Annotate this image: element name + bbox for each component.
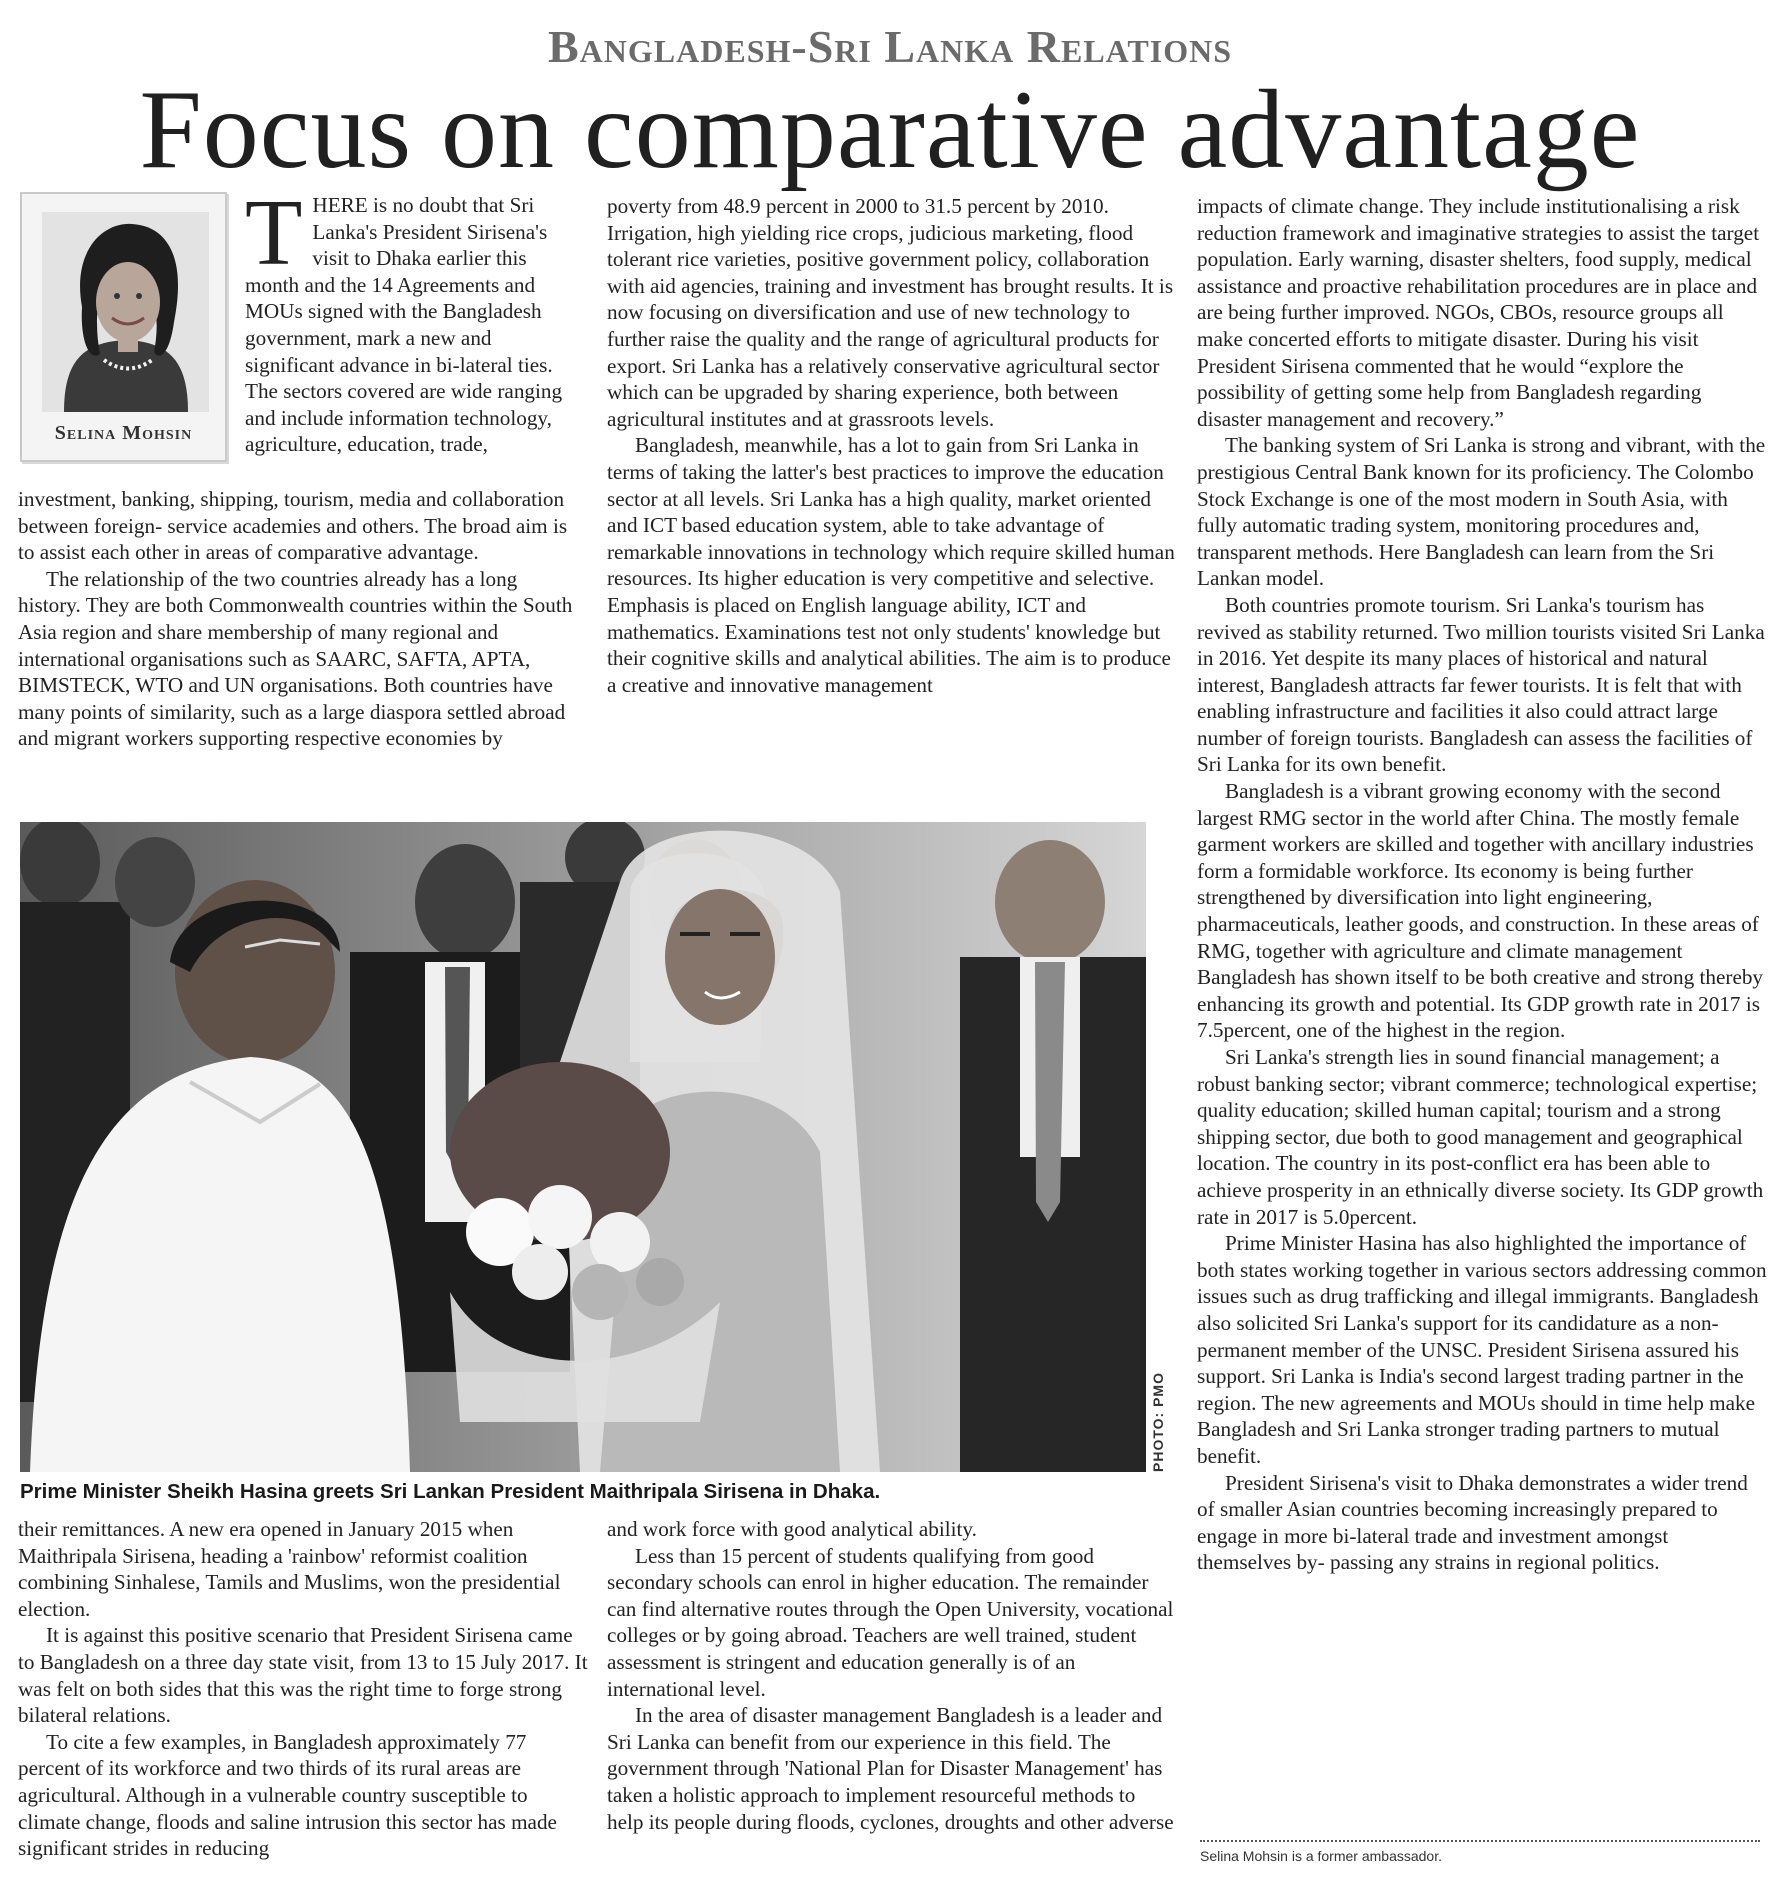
photo-caption: Prime Minister Sheikh Hasina greets Sri Lankan President Maithripala Sirisena in Dhaka. bbox=[20, 1480, 881, 1503]
column1-lead bbox=[245, 181, 585, 458]
paragraph-conclusion: President Sirisena's visit to Dhaka demonstrates a wider trend of smaller Asian countries becoming increasingly prepared to engage in more bi-lateral trade and investment amongst themselves by- passing any strains in regional politics. bbox=[1197, 1470, 1748, 1575]
author-footnote: Selina Mohsin is a former ambassador. bbox=[1200, 1848, 1442, 1864]
paragraph-state-visit: It is against this positive scenario that President Sirisena came to Bangladesh on a three day state visit, from 13 to 15 July 2017. It was felt on both sides that this was the right time to forge strong bilateral relations. bbox=[18, 1623, 588, 1728]
photo-illustration-icon bbox=[20, 822, 1146, 1472]
drop-cap: T bbox=[245, 181, 303, 285]
author-photo-icon bbox=[42, 212, 209, 412]
section-kicker: Bangladesh-Sri Lanka Relations bbox=[548, 21, 1232, 72]
headline: Focus on comparative advantage bbox=[139, 68, 1641, 192]
news-photo bbox=[20, 822, 1146, 1472]
paragraph-tourism: Both countries promote tourism. Sri Lanka's tourism has revived as stability returned. Two million tourists visited Sri Lanka in 2016. Yet despite its many places of historical and natural interest, Bangladesh attracts far fewer tourists. It is felt that with enabling infrastructure and facilities it also could attract large number of foreign tourists. Bangladesh can assess the facilities of Sri Lanka for its own benefit. bbox=[1197, 592, 1765, 777]
paragraph-higher-education: Less than 15 percent of students qualifying from good secondary schools can enrol in higher education. The remainder can find alternative routes through the Open University, vocational colleges or by going abroad. Teachers are well trained, student assessment is stringent and education generally is of an international level. bbox=[607, 1543, 1174, 1701]
paragraph-disaster-management: In the area of disaster management Bangladesh is a leader and Sri Lanka can benefit from our experience in this field. The government through 'National Plan for Disaster Management' has taken a holistic approach to implement resourceful methods to help its people during floods, cyclones, droughts and other adverse bbox=[607, 1703, 1174, 1834]
paragraph-history: The relationship of the two countries already has a long history. They are both Commonwealth countries within the South Asia region and share membership of many regional and international organisations such as SAARC, SAFTA, APTA, BIMSTECK, WTO and UN organisations. Both countries have many points of similarity, such as a large diaspora settled abroad and migrant workers supporting respective economies by bbox=[18, 566, 573, 751]
paragraph-agriculture: poverty from 48.9 percent in 2000 to 31.5 percent by 2010. Irrigation, high yielding rice crops, judicious marketing, flood tolerant rice varieties, positive government policy, collaboration with aid agencies, training and investment has brought results. It is now focusing on diversification and use of new technology to further raise the quality and the range of agricultural products for export. Sri Lanka has a relatively conservative agricultural sector which can be upgraded by sharing experience, both between agricultural institutes and at grassroots levels. bbox=[607, 194, 1174, 431]
paragraph-remittances: their remittances. A new era opened in January 2015 when Maithripala Sirisena, heading a 'rainbow' reformist coalition combining Sinhalese, Tamils and Muslims, won the presidential election. bbox=[18, 1517, 561, 1621]
footnote-divider bbox=[1200, 1840, 1760, 1842]
lead-paragraph-intro: HERE is no doubt that Sri Lanka's President Sirisena's visit to Dhaka earlier this month and the 14 Agreements and MOUs signed with the Bangladesh government, mark a new and significant advance in bi-lateral ties. The sectors covered are wide ranging and include information technology, agriculture, education, trade, bbox=[245, 193, 563, 457]
author-portrait bbox=[42, 212, 209, 412]
photo-credit bbox=[1150, 1360, 1174, 1480]
photo-credit-text: PHOTO: PMO bbox=[1150, 1372, 1166, 1472]
paragraph-examples: To cite a few examples, in Bangladesh approximately 77 percent of its workforce and two thirds of its rural areas are agricultural. Although in a vulnerable country susceptible to climate change, floods and saline intrusion this sector has made significant strides in reducing bbox=[18, 1729, 557, 1861]
column2-top bbox=[607, 193, 1177, 698]
author-name: Selina Mohsin bbox=[54, 422, 193, 444]
paragraph-climate: impacts of climate change. They include institutionalising a risk reduction framework and imaginative strategies to assist the target population. Early warning, disaster shelters, food supply, medical assistance and proactive rehabilitation procedures are in place and are being further improved. NGOs, CBOs, resource groups all make concerted efforts to mitigate disaster. During his visit President Sirisena commented that he would “explore the possibility of getting some help from Bangladesh regarding disaster management and recovery.” bbox=[1197, 194, 1760, 431]
paragraph-strengths: Sri Lanka's strength lies in sound financial management; a robust banking sector; vibrant commerce; technological expertise; quality education; skilled human capital; tourism and a strong shipping sector, due both to good management and geographical location. The country in its post-conflict era has been able to achieve prosperity in an ethnically diverse society. Its GDP growth rate in 2017 is 5.0percent. bbox=[1197, 1045, 1764, 1229]
paragraph-cooperation: Prime Minister Hasina has also highlighted the importance of both states working together in various sectors addressing common issues such as drug trafficking and illegal immigrants. Bangladesh also solicited Sri Lanka's support for its candidature as a non-permanent member of the UNSC. President Sirisena assured his support. Sri Lanka is India's second largest trading partner in the region. The new agreements and MOUs should in time help make Bangladesh and Sri Lanka stronger trading partners to mutual benefit. bbox=[1197, 1231, 1767, 1468]
paragraph-education: Bangladesh, meanwhile, has a lot to gain from Sri Lanka in terms of taking the latter's best practices to improve the education sector at all levels. Sri Lanka has a high quality, market oriented and ICT based education system, able to take advantage of remarkable innovations in technology which require skilled human resources. Its higher education is very competitive and selective. Emphasis is placed on English language ability, ICT and mathematics. Examinations test not only students' knowledge but their cognitive skills and analytical abilities. The aim is to produce a creative and innovative management bbox=[607, 433, 1175, 697]
column2-bottom bbox=[607, 1516, 1177, 1835]
column1-lead-continued bbox=[18, 486, 583, 752]
author-box bbox=[20, 192, 227, 462]
paragraph-economy: Bangladesh is a vibrant growing economy with the second largest RMG sector in the world after China. The mostly female garment workers are skilled and together with ancillary industries form a formidable workforce. Its economy is being further strengthened by diversification into light engineering, pharmaceuticals, leather goods, and construction. In these areas of RMG, together with agriculture and climate management Bangladesh has shown itself to be both creative and strong thereby enhancing its growth and potential. Its GDP growth rate in 2017 is 7.5percent, one of the highest in the region. bbox=[1197, 779, 1764, 1043]
column1-bottom bbox=[18, 1516, 588, 1862]
lead-paragraph-continued: investment, banking, shipping, tourism, media and collaboration between foreign- service academies and others. The broad aim is to assist each other in areas of comparative advantage. bbox=[18, 487, 568, 565]
column3 bbox=[1197, 193, 1767, 1576]
paragraph-banking: The banking system of Sri Lanka is strong and vibrant, with the prestigious Central Bank known for its proficiency. The Colombo Stock Exchange is one of the most modern in South Asia, with fully automatic trading system, monitoring procedures and, transparent methods. Here Bangladesh can learn from the Sri Lankan model. bbox=[1197, 433, 1766, 591]
paragraph-workforce: and work force with good analytical ability. bbox=[607, 1517, 977, 1541]
